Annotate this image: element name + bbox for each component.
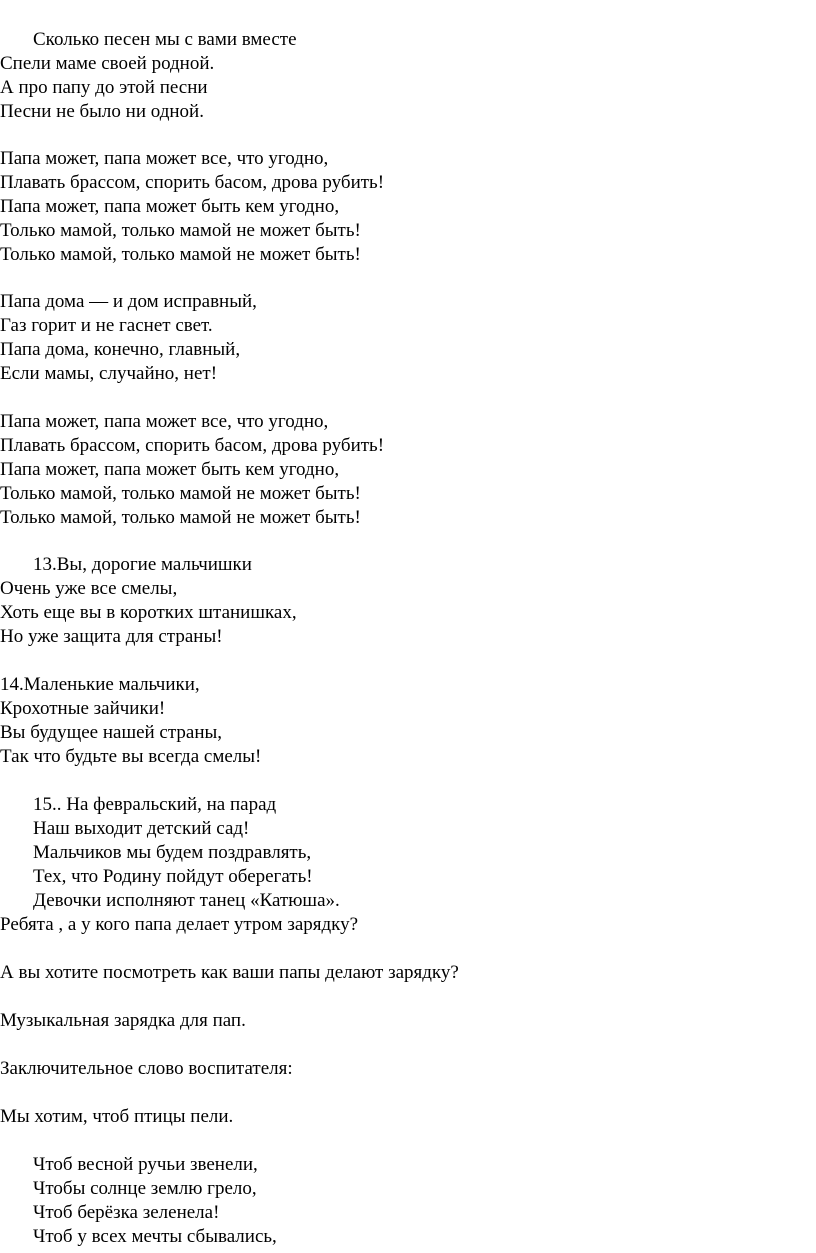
chorus-line: Папа может, папа может быть кем угодно, — [0, 459, 340, 480]
poem-line: А про папу до этой песни — [0, 77, 208, 98]
poem-line: Спели маме своей родной. — [0, 53, 215, 74]
narration-line: Музыкальная зарядка для пап. — [0, 1010, 246, 1031]
poem-line: Если мамы, случайно, нет! — [0, 363, 218, 384]
chorus-line: Только мамой, только мамой не может быть! — [0, 507, 361, 528]
poem-line: Папа дома — и дом исправный, — [0, 291, 257, 312]
closing-line: Мы хотим, чтоб птицы пели. — [0, 1106, 234, 1127]
verse-line: 13.Вы, дорогие мальчишки — [33, 554, 252, 575]
verse-line: Мальчиков мы будем поздравлять, — [33, 842, 312, 863]
poem-line: Газ горит и не гаснет свет. — [0, 315, 213, 336]
verse-line: Крохотные зайчики! — [0, 698, 166, 719]
chorus-line: Папа может, папа может все, что угодно, — [0, 411, 329, 432]
verse-line: Наш выходит детский сад! — [33, 818, 250, 839]
closing-line: Чтобы солнце землю грело, — [33, 1178, 257, 1199]
poem-line: Песни не было ни одной. — [0, 101, 204, 122]
poem-line: Сколько песен мы с вами вместе — [33, 29, 297, 50]
stage-direction: Девочки исполняют танец «Катюша». — [33, 890, 340, 911]
verse-line: 14.Маленькие мальчики, — [0, 674, 200, 695]
verse-line: Тех, что Родину пойдут оберегать! — [33, 866, 313, 887]
chorus-line: Папа может, папа может быть кем угодно, — [0, 196, 340, 217]
chorus-line: Плавать брассом, спорить басом, дрова рубить! — [0, 435, 385, 456]
chorus-line: Только мамой, только мамой не может быть! — [0, 220, 361, 241]
chorus-line: Только мамой, только мамой не может быть! — [0, 483, 361, 504]
chorus-line: Только мамой, только мамой не может быть! — [0, 244, 361, 265]
chorus-line: Папа может, папа может все, что угодно, — [0, 148, 329, 169]
chorus-line: Плавать брассом, спорить басом, дрова рубить! — [0, 172, 385, 193]
narration-line: Ребята , а у кого папа делает утром зарядку? — [0, 914, 359, 935]
verse-line: Так что будьте вы всегда смелы! — [0, 746, 262, 767]
verse-line: Вы будущее нашей страны, — [0, 722, 223, 743]
closing-line: Чтоб весной ручьи звенели, — [33, 1154, 258, 1175]
closing-line: Чтоб берёзка зеленела! — [33, 1202, 220, 1223]
poem-line: Папа дома, конечно, главный, — [0, 339, 241, 360]
narration-line: А вы хотите посмотреть как ваши папы делают зарядку? — [0, 962, 459, 983]
verse-line: 15.. На февральский, на парад — [33, 794, 277, 815]
section-heading: Заключительное слово воспитателя: — [0, 1058, 293, 1079]
verse-line: Хоть еще вы в коротких штанишках, — [0, 602, 297, 623]
verse-line: Очень уже все смелы, — [0, 578, 178, 599]
verse-line: Но уже защита для страны! — [0, 626, 223, 647]
closing-line: Чтоб у всех мечты сбывались, — [33, 1226, 277, 1247]
